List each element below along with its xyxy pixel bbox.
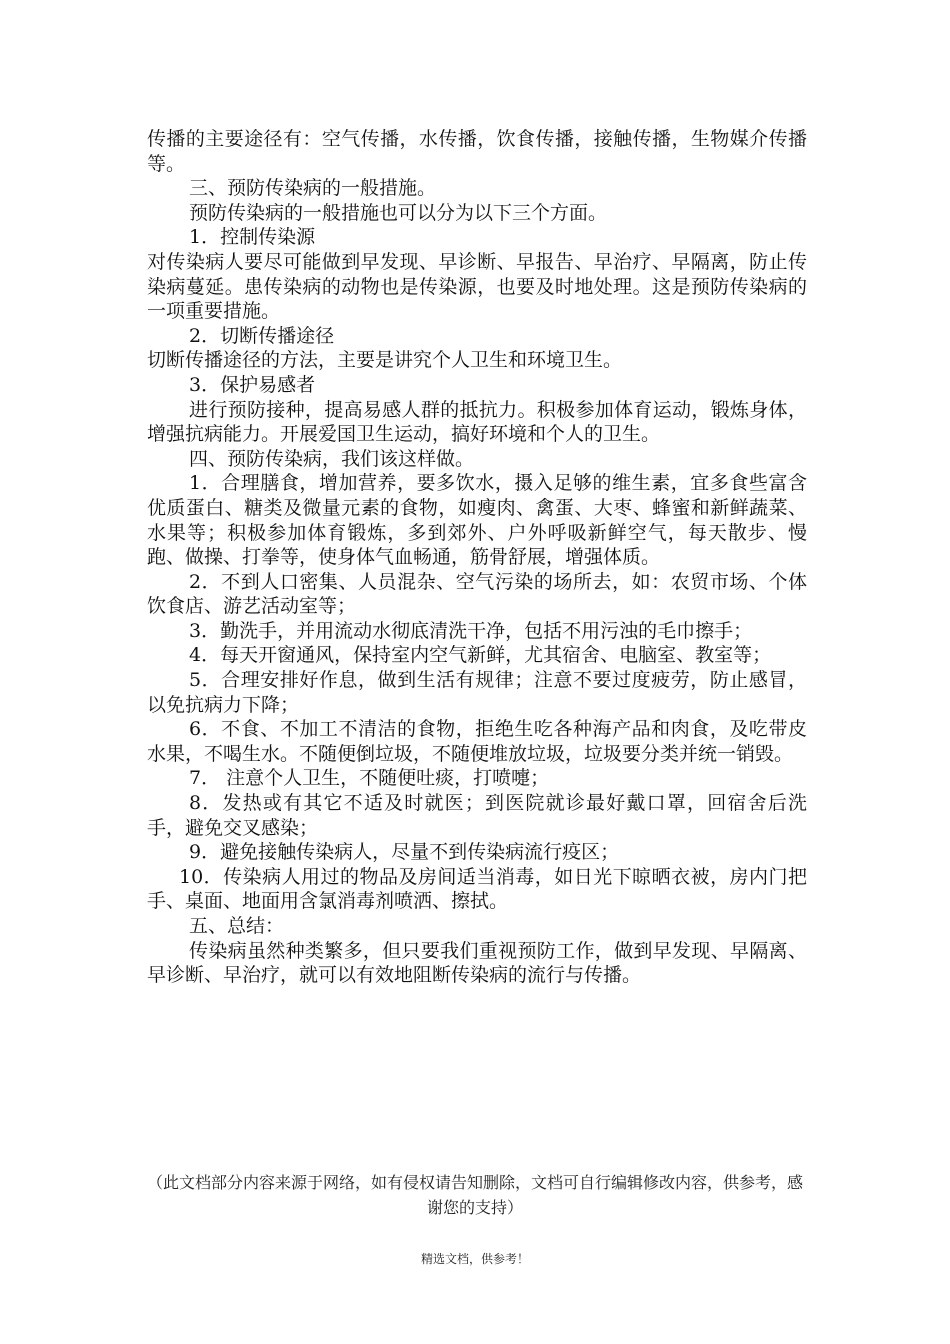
disclaimer-note: （此文档部分内容来源于网络，如有侵权请告知删除，文档可自行编辑修改内容，供参考，感谢您的支持） (146, 1173, 803, 1217)
paragraph-summary: 传染病虽然种类繁多，但只要我们重视预防工作，做到早发现、早隔离、早诊断、早治疗，就可以有效地阻断传染病的流行与传播。 (147, 939, 807, 987)
subheading-protect-susceptible: 3．保护易感者 (189, 373, 316, 396)
document-body (147, 127, 807, 988)
list-item-6: 6．不食、不加工不清洁的食物，拒绝生吃各种海产品和肉食，及吃带皮水果，不喝生水。不随便倒垃圾，不随便堆放垃圾，垃圾要分类并统一销毁。 (147, 718, 807, 765)
subheading-cut-transmission: 2．切断传播途径 (189, 324, 335, 347)
list-item-9: 9．避免接触传染病人，尽量不到传染病流行疫区； (189, 841, 620, 864)
heading-section-4: 四、预防传染病，我们该这样做。 (189, 447, 475, 470)
paragraph-protect-susceptible: 进行预防接种，提高易感人群的抵抗力。积极参加体育运动，锻炼身体，增强抗病能力。开展爱国卫生运动，搞好环境和个人的卫生。 (147, 398, 807, 446)
paragraph-intro-measures: 预防传染病的一般措施也可以分为以下三个方面。 (189, 201, 608, 224)
list-item-2: 2．不到人口密集、人员混杂、空气污染的场所去，如：农贸市场、个体饮食店、游艺活动室等； (147, 570, 807, 618)
list-item-4: 4．每天开窗通风，保持室内空气新鲜，尤其宿舍、电脑室、教室等； (189, 644, 772, 667)
heading-section-3: 三、预防传染病的一般措施。 (189, 177, 437, 200)
page-footer: 精选文档，供参考！ (420, 1252, 529, 1266)
list-item-3: 3．勤洗手，并用流动水彻底清洗干净，包括不用污浊的毛巾擦手； (189, 619, 753, 642)
subheading-control-source: 1．控制传染源 (189, 226, 316, 249)
heading-section-5: 五、总结： (189, 915, 285, 937)
paragraph-control-source: 对传染病人要尽可能做到早发现、早诊断、早报告、早治疗、早隔离，防止传染病蔓延。患传染病的动物也是传染源，也要及时地处理。这是预防传染病的一项重要措施。 (147, 250, 807, 323)
paragraph-cut-transmission: 切断传播途径的方法，主要是讲究个人卫生和环境卫生。 (147, 349, 623, 372)
list-item-8: 8．发热或有其它不适及时就医；到医院就诊最好戴口罩，回宿舍后洗手，避免交叉感染； (147, 792, 807, 839)
list-item-7: 7． 注意个人卫生，不随便吐痰，打喷嚏； (189, 767, 550, 790)
list-item-10: 10．传染病人用过的物品及房间适当消毒，如日光下晾晒衣被，房内门把手、桌面、地面用含氯消毒剂喷洒、擦拭。 (147, 865, 807, 913)
list-item-5: 5．合理安排好作息，做到生活有规律；注意不要过度疲劳，防止感冒，以免抗病力下降； (147, 669, 807, 716)
paragraph-transmission-routes: 传播的主要途径有：空气传播，水传播，饮食传播，接触传播，生物媒介传播等。 (147, 128, 807, 175)
list-item-1: 1．合理膳食，增加营养，要多饮水，摄入足够的维生素，宜多食些富含优质蛋白、糖类及微量元素的食物，如瘦肉、禽蛋、大枣、蜂蜜和新鲜蔬菜、水果等；积极参加体育锻炼，多到郊外、户外呼吸新鲜空气，每天散步、慢跑、做操、打拳等，使身体气血畅通，筋骨舒展，增强体质。 (147, 472, 807, 569)
